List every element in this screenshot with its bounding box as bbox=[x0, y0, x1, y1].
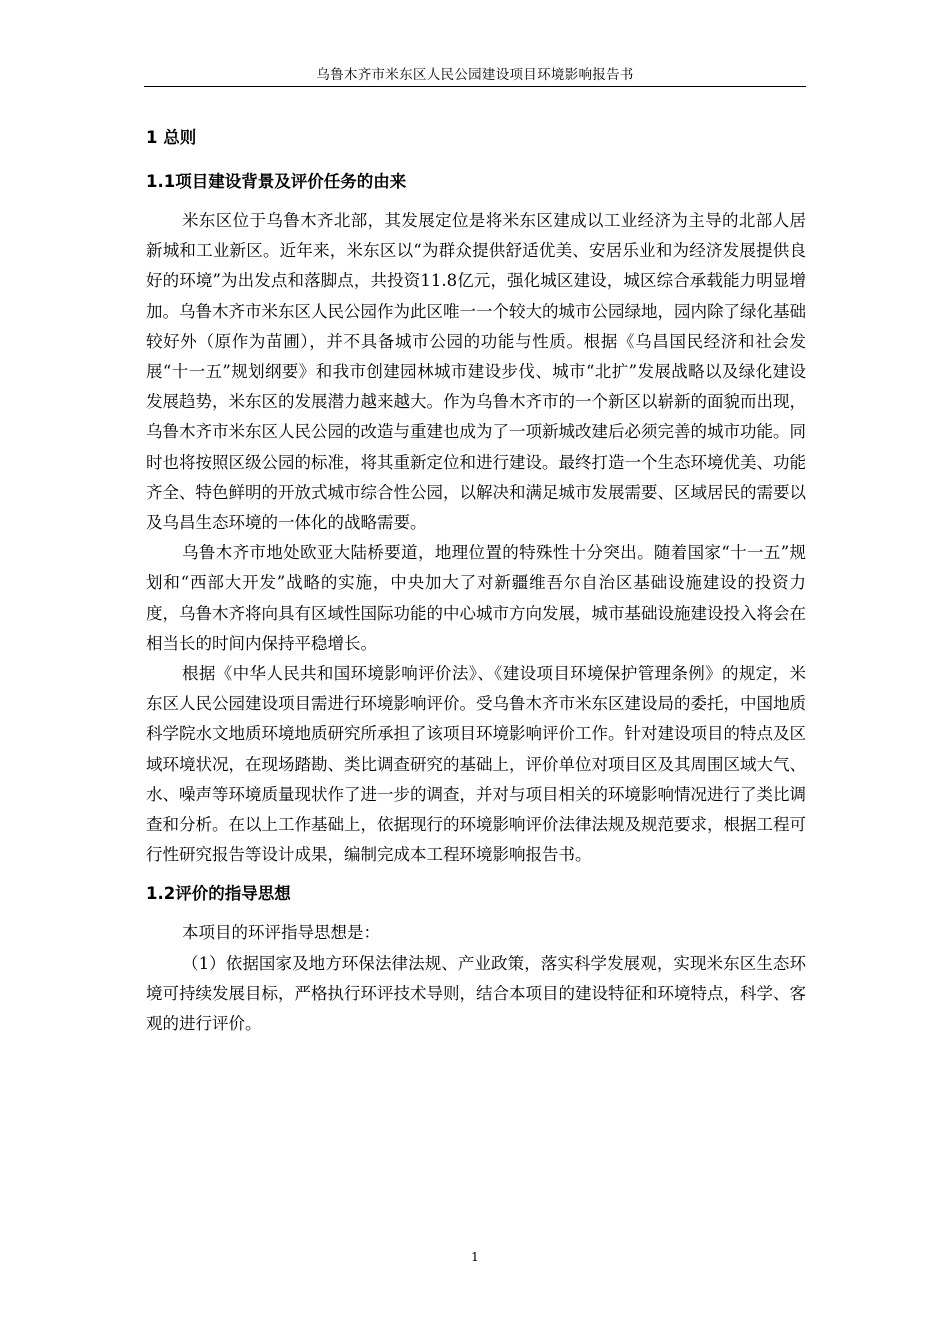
body-paragraph: 本项目的环评指导思想是： bbox=[182, 923, 380, 943]
list-item-paragraph: （1）依据国家及地方环保法律法规、产业政策，落实科学发展观，实现米东区生态环境可持续发展目标，严格执行环评技术导则，结合本项目的建设特征和环境特点，科学、客观的进行评价。 bbox=[146, 953, 806, 1034]
body-paragraph: 根据《中华人民共和国环境影响评价法》、《建设项目环境保护管理条例》的规定，米东区人民公园建设项目需进行环境影响评价。受乌鲁木齐市米东区建设局的委托，中国地质科学院水文地质环境地质研究所承担了该项目环境影响评价工作。针对建设项目的特点及区域环境状况，在现场踏勘、类比调查研究的基础上，评价单位对项目区及其周围区域大气、水、噪声等环境质量现状作了进一步的调查，并对与项目相关的环境影响情况进行了类比调查和分析。在以上工作基础上，依据现行的环境影响评价法律法规及规范要求，根据工程可行性研究报告等设计成果，编制完成本工程环境影响报告书。 bbox=[146, 664, 806, 865]
chapter-heading: 1 总则 bbox=[146, 128, 197, 147]
body-paragraph: 乌鲁木齐市地处欧亚大陆桥要道，地理位置的特殊性十分突出。随着国家“十一五”规划和“西部大开发”战略的实施，中央加大了对新疆维吾尔自治区基础设施建设的投资力度，乌鲁木齐将向具有区域性国际功能的中心城市方向发展，城市基础设施建设投入将会在相当长的时间内保持平稳增长。 bbox=[146, 543, 806, 653]
body-paragraph: 米东区位于乌鲁木齐北部，其发展定位是将米东区建成以工业经济为主导的北部人居新城和工业新区。近年来，米东区以“为群众提供舒适优美、安居乐业和为经济发展提供良好的环境”为出发点和落脚点，共投资11.8亿元，强化城区建设，城区综合承载能力明显增加。乌鲁木齐市米东区人民公园作为此区唯一一个较大的城市公园绿地，园内除了绿化基础较好外（原作为苗圃），并不具备城市公园的功能与性质。根据《乌昌国民经济和社会发展“十一五”规划纲要》和我市创建园林城市建设步伐、城市“北扩”发展战略以及绿化建设发展趋势，米东区的发展潜力越来越大。作为乌鲁木齐市的一个新区以崭新的面貌而出现，乌鲁木齐市米东区人民公园的改造与重建也成为了一项新城改建后必须完善的城市功能。同时也将按照区级公园的标准，将其重新定位和进行建设。最终打造一个生态环境优美、功能齐全、特色鲜明的开放式城市综合性公园，以解决和满足城市发展需要、区域居民的需要以及乌昌生态环境的一体化的战略需要。 bbox=[146, 211, 806, 533]
section-heading-1-1: 1.1项目建设背景及评价任务的由来 bbox=[146, 172, 407, 191]
running-header: 乌鲁木齐市米东区人民公园建设项目环境影响报告书 bbox=[316, 67, 634, 83]
header-divider bbox=[144, 86, 806, 87]
page-body bbox=[146, 126, 806, 1039]
page-number: 1 bbox=[471, 1250, 479, 1264]
section-heading-1-2: 1.2评价的指导思想 bbox=[146, 884, 291, 904]
